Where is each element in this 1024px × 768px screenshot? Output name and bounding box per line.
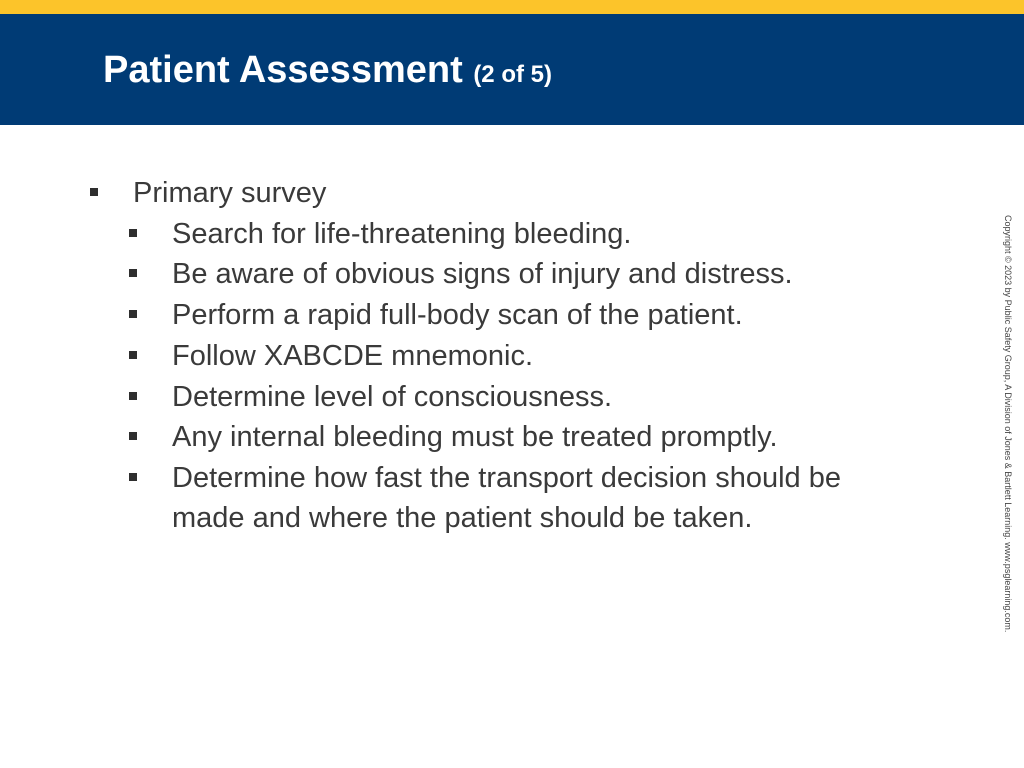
copyright-notice: Copyright © 2023 by Public Safety Group, A Division of Jones & Bartlett Learning. www.psglearning.com.	[1003, 215, 1013, 633]
square-bullet-icon	[129, 229, 137, 237]
sub-bullet	[172, 214, 631, 254]
bullet-primary-survey	[133, 173, 326, 213]
square-bullet-icon	[129, 351, 137, 359]
sub-bullet	[172, 377, 612, 417]
sub-bullet-text: Any internal bleeding must be treated promptly.	[172, 421, 778, 453]
sub-bullet-text: Perform a rapid full-body scan of the patient.	[172, 299, 743, 331]
square-bullet-icon	[129, 432, 137, 440]
square-bullet-icon	[129, 392, 137, 400]
sub-bullet	[172, 336, 533, 376]
sub-bullet-text: Search for life-threatening bleeding.	[172, 218, 632, 250]
sub-bullet	[172, 458, 912, 538]
sub-bullet-text: Determine level of consciousness.	[172, 381, 613, 413]
sub-bullet	[172, 295, 743, 335]
square-bullet-icon	[129, 269, 137, 277]
sub-bullet	[172, 254, 793, 294]
sub-bullet	[172, 417, 778, 457]
sub-bullet-text: Be aware of obvious signs of injury and distress.	[172, 258, 793, 290]
title-main: Patient Assessment	[103, 49, 463, 91]
sub-bullet-text: Determine how fast the transport decision should be made and where the patient should be taken.	[172, 462, 841, 534]
square-bullet-icon	[129, 473, 137, 481]
sub-bullet-text: Follow XABCDE mnemonic.	[172, 340, 533, 372]
square-bullet-icon	[129, 310, 137, 318]
title-slide-number: (2 of 5)	[473, 61, 552, 88]
bullet-text: Primary survey	[133, 177, 327, 209]
square-bullet-icon	[90, 188, 98, 196]
